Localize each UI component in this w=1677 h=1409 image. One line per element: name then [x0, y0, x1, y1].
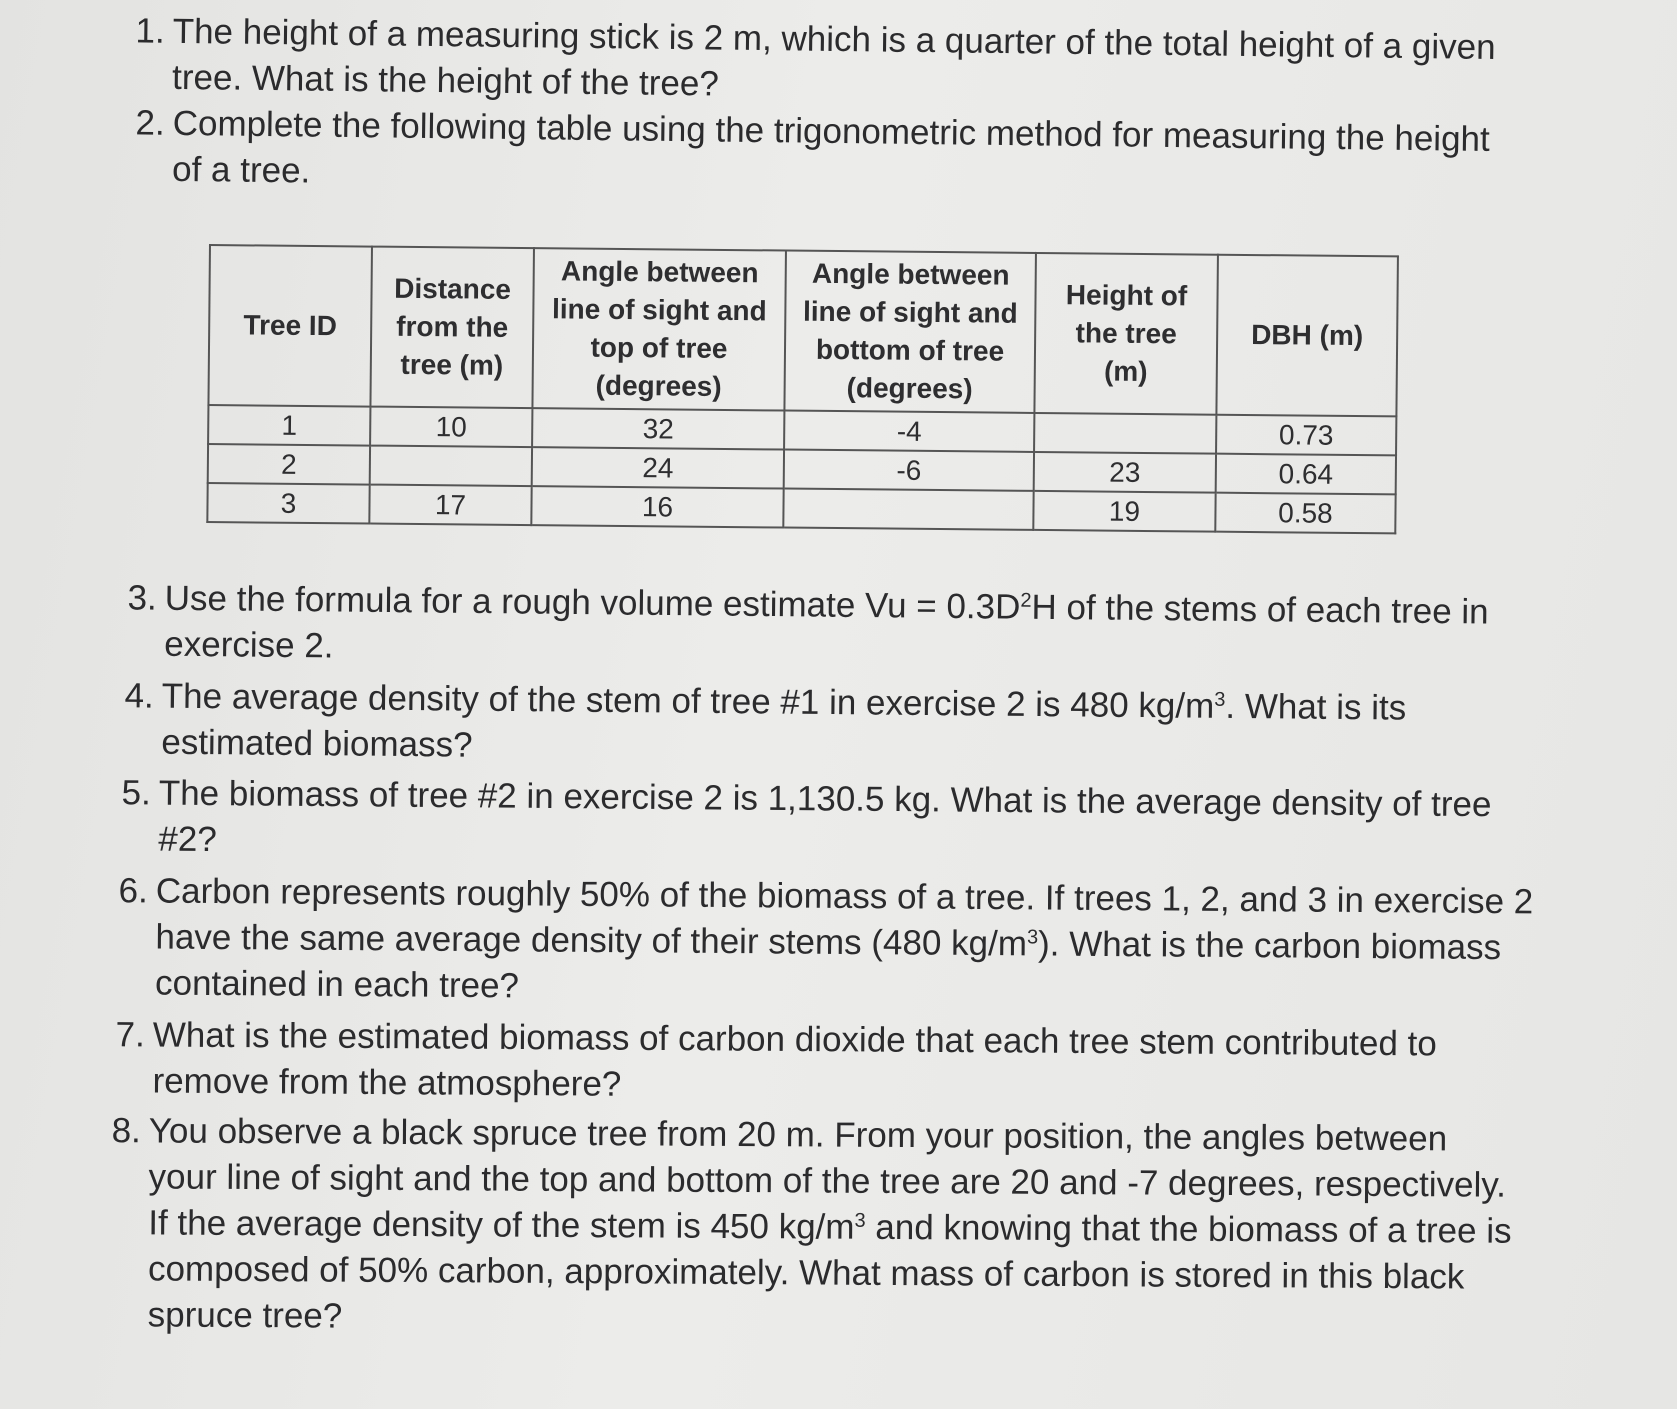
question-text-line: #2? [158, 819, 217, 860]
cell-angle-bottom: -4 [784, 411, 1034, 452]
question-1 [105, 8, 1605, 104]
question-text-line: your line of sight and the top and bottom of the tree are 20 and -7 degrees, respectively. [148, 1157, 1507, 1205]
question-text-line: exercise 2. [164, 624, 334, 666]
cell-angle-bottom [783, 489, 1033, 530]
cell-height [1034, 413, 1216, 454]
header-dbh: DBH (m) [1216, 255, 1398, 417]
question-text-line: What is the estimated biomass of carbon dioxide that each tree stem contributed to [152, 1015, 1437, 1064]
header-angle-bottom: Angle between line of sight and bottom of tree (degrees) [784, 251, 1036, 413]
question-text-line: spruce tree? [147, 1295, 343, 1336]
header-distance: Distance from the tree (m) [370, 247, 534, 409]
cell-height: 19 [1033, 491, 1215, 532]
cell-height: 23 [1034, 452, 1216, 493]
question-text-line: composed of 50% carbon, approximately. What mass of carbon is stored in this black [147, 1249, 1465, 1297]
cell-angle-top: 16 [531, 486, 783, 527]
cell-tree-id: 3 [207, 483, 369, 524]
question-number: 5. [121, 773, 151, 813]
question-3 [97, 575, 1597, 666]
cell-distance [370, 446, 532, 487]
question-text-line: Use the formula for a rough volume estimate $Vu = 0.3D^2H$ of the stems of each tree in [164, 578, 1489, 632]
question-text-line: tree. What is the height of the tree? [171, 57, 720, 104]
question-number: 8. [111, 1111, 141, 1151]
question-text-line: estimated biomass? [161, 722, 473, 765]
superscript: 3 [1026, 926, 1039, 949]
cell-distance: 10 [370, 407, 532, 448]
table-header-row [208, 245, 1397, 416]
question-text-line: You observe a black spruce tree from 20 m. From your position, the angles between [148, 1111, 1448, 1159]
question-text-line: Complete the following table using the trigonometric method for measuring the height [172, 103, 1491, 159]
question-text-line: contained in each tree? [154, 963, 520, 1006]
header-height: Height of the tree (m) [1034, 253, 1218, 415]
cell-angle-top: 32 [532, 408, 784, 449]
question-number: 3. [127, 578, 157, 618]
question-number: 7. [115, 1015, 145, 1055]
cell-tree-id: 1 [208, 405, 370, 446]
cell-tree-id: 2 [208, 444, 370, 485]
header-angle-top: Angle between line of sight and top of tree (degrees) [532, 248, 786, 410]
cell-dbh: 0.64 [1216, 454, 1396, 495]
question-number: 6. [118, 871, 148, 911]
question-number: 2. [135, 103, 165, 143]
question-text-line: The biomass of tree #2 in exercise 2 is 1,130.5 kg. What is the average density of tree [158, 773, 1492, 825]
question-text-line: If the average density of the stem is 450 $kg/m^3$ and knowing that the biomass of a tree is [148, 1203, 1512, 1251]
cell-angle-top: 24 [532, 447, 784, 488]
question-number: 1. [135, 11, 165, 51]
header-tree-id: Tree ID [208, 245, 372, 407]
cell-angle-bottom: -6 [784, 450, 1034, 491]
cell-dbh: 0.58 [1215, 493, 1395, 534]
question-number: 4. [124, 676, 154, 716]
superscript: 3 [1214, 688, 1226, 711]
question-text-line: Carbon represents roughly 50% of the biomass of a tree. If trees 1, 2, and 3 in exercise 2 [155, 871, 1534, 922]
cell-dbh: 0.73 [1216, 415, 1396, 456]
superscript: 2 [1020, 589, 1032, 612]
question-text-line: The height of a measuring stick is 2 m, which is a quarter of the total height of a given [172, 11, 1496, 67]
question-text-line: have the same average density of their stems (480 $kg/m^3$). What is the carbon biomass [155, 917, 1502, 968]
superscript: 3 [854, 1209, 866, 1232]
question-text-line: The average density of the stem of tree #1 in exercise 2 is 480 $kg/m^3$. What is its [161, 676, 1407, 728]
cell-distance: 17 [369, 485, 531, 526]
question-text-line: of a tree. [171, 149, 311, 191]
tree-measurement-table [206, 244, 1399, 534]
question-text-line: remove from the atmosphere? [152, 1061, 622, 1104]
